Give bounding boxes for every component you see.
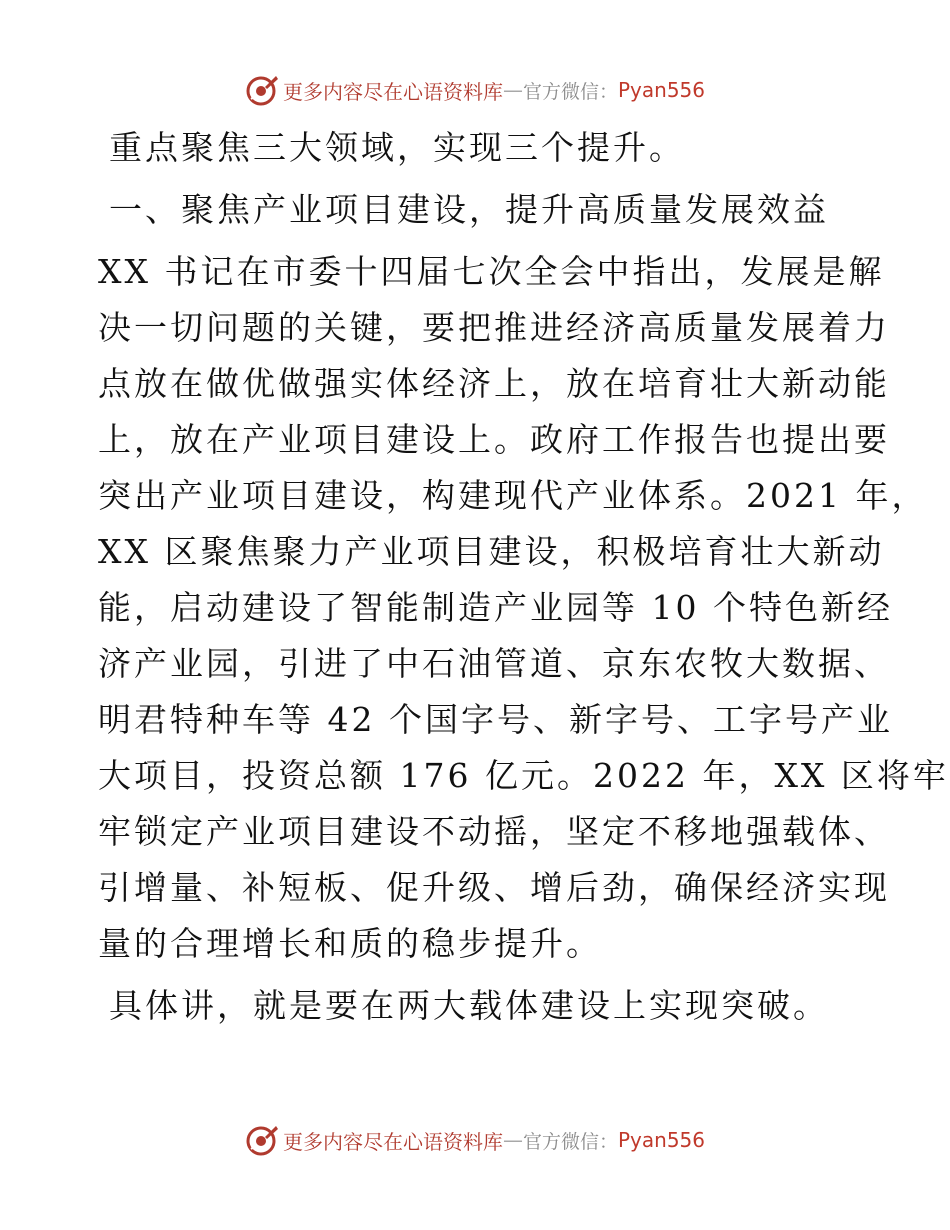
- paragraph-line: XX 书记在市委十四届七次全会中指出，发展是解: [98, 252, 885, 291]
- paragraph-line: 上，放在产业项目建设上。政府工作报告也提出要: [98, 420, 890, 459]
- watermark-wechat-id: Pyan556: [618, 1128, 706, 1152]
- watermark-dash: —: [502, 1128, 523, 1152]
- closing-sentence: 具体讲，就是要在两大载体建设上实现突破。: [109, 986, 829, 1025]
- brand-logo-icon: [245, 1123, 279, 1157]
- paragraph-line: 济产业园，引进了中石油管道、京东农牧大数据、: [98, 644, 890, 683]
- paragraph-line: 引增量、补短板、促升级、增后劲，确保经济实现: [98, 868, 890, 907]
- section-title: 一、聚焦产业项目建设，提升高质量发展效益: [109, 190, 829, 229]
- brand-logo-icon: [245, 73, 279, 107]
- paragraph-line: 大项目，投资总额 176 亿元。2022 年，XX 区将牢: [98, 756, 949, 795]
- paragraph-line: 牢锁定产业项目建设不动摇，坚定不移地强载体、: [98, 812, 890, 851]
- watermark-dash: —: [502, 78, 523, 102]
- footer-watermark: [0, 1118, 950, 1162]
- paragraph-line: 决一切问题的关键，要把推进经济高质量发展着力: [98, 308, 890, 347]
- body-paragraph: [98, 244, 949, 972]
- header-watermark: [0, 68, 950, 112]
- watermark-official-label: 官方微信：: [522, 80, 618, 103]
- watermark-official-label: 官方微信：: [522, 1130, 618, 1153]
- paragraph-line: 能，启动建设了智能制造产业园等 10 个特色新经: [98, 588, 893, 627]
- paragraph-line: 点放在做优做强实体经济上，放在培育壮大新动能: [98, 364, 890, 403]
- paragraph-line: 明君特种车等 42 个国字号、新字号、工字号产业: [98, 700, 893, 739]
- paragraph-line: XX 区聚焦聚力产业项目建设，积极培育壮大新动: [98, 532, 885, 571]
- paragraph-line: 突出产业项目建设，构建现代产业体系。2021 年，: [98, 476, 928, 515]
- document-body: [98, 120, 949, 1034]
- watermark-wechat-id: Pyan556: [618, 78, 706, 102]
- paragraph-line: 量的合理增长和质的稳步提升。: [98, 924, 602, 963]
- watermark-brand-text: 更多内容尽在心语资料库: [282, 79, 503, 104]
- document-heading: 重点聚焦三大领域，实现三个提升。: [109, 128, 685, 167]
- watermark-brand-text: 更多内容尽在心语资料库: [282, 1129, 503, 1154]
